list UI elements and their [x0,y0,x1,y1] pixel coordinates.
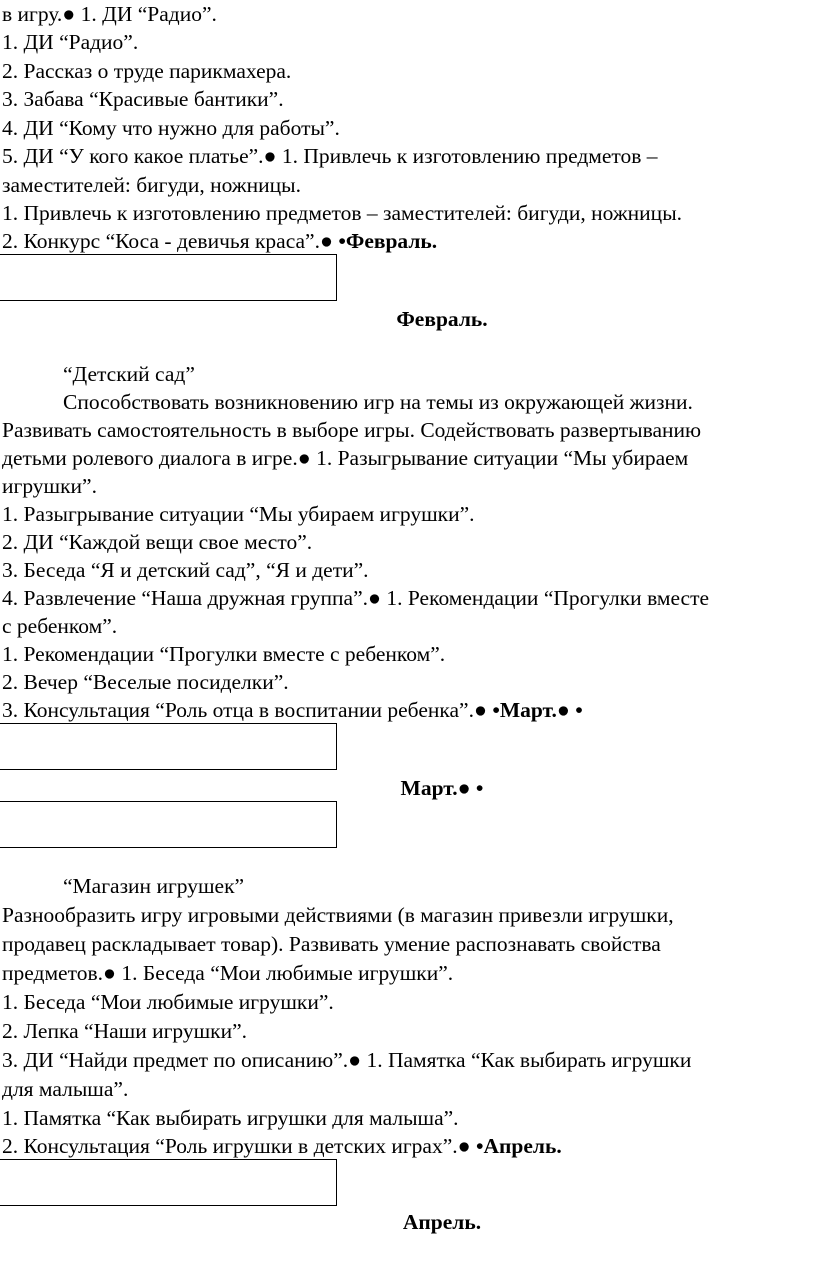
month-inline-march: •Март.● • [492,698,583,722]
text-line: Разнообразить игру игровыми действиями (в магазин привезли игрушки, [2,903,674,927]
text-line: 2. Вечер “Веселые посиделки”. [2,670,289,694]
text-line: 1. Беседа “Мои любимые игрушки”. [2,990,334,1014]
month-inline-april: •Апрель. [475,1134,562,1158]
text-line: заместителей: бигуди, ножницы. [2,173,301,197]
text-line: для малыша”. [2,1077,129,1101]
empty-box [0,801,337,848]
text-span: 2. Конкурс “Коса - девичья краса”.● [2,229,339,253]
text-line: 2. Лепка “Наши игрушки”. [2,1019,248,1043]
text-line [2,696,583,725]
empty-box [0,254,337,301]
text-line: 4. ДИ “Кому что нужно для работы”. [2,116,340,140]
text-line: 4. Развлечение “Наша дружная группа”.● 1. Рекомендации “Прогулки вместе [2,586,710,610]
text-line: игрушки”. [2,474,97,498]
text-line: в игру.● 1. ДИ “Радио”. [2,2,217,26]
text-line: продавец раскладывает товар). Развивать умение распознавать свойства [2,932,661,956]
text-line: 2. Рассказ о труде парикмахера. [2,59,292,83]
month-inline-february: •Февраль. [338,229,438,253]
text-line: 3. ДИ “Найди предмет по описанию”.● 1. Памятка “Как выбирать игрушки [2,1048,692,1072]
text-span: 3. Консультация “Роль отца в воспитании ребенка”.● [2,698,493,722]
text-line: 2. ДИ “Каждой вещи свое место”. [2,530,313,554]
text-line: 1. Привлечь к изготовлению предметов – заместителей: бигуди, ножницы. [2,201,683,225]
text-line: Развивать самостоятельность в выборе игры. Содействовать развертыванию [2,418,702,442]
game-title: “Магазин игрушек” [63,874,245,898]
text-line: Способствовать возникновению игр на темы из окружающей жизни. [63,390,693,414]
empty-box [0,1159,337,1206]
text-line: 1. Разыгрывание ситуации “Мы убираем игрушки”. [2,502,475,526]
text-line [2,227,437,256]
text-line: 1. ДИ “Радио”. [2,30,139,54]
text-line: 3. Беседа “Я и детский сад”, “Я и дети”. [2,558,369,582]
month-heading-february: Февраль. [396,307,488,331]
month-heading-april: Апрель. [402,1210,482,1234]
text-line: детьми ролевого диалога в игре.● 1. Разыгрывание ситуации “Мы убираем [2,446,689,470]
text-line: 3. Забава “Красивые бантики”. [2,87,284,111]
text-line: предметов.● 1. Беседа “Мои любимые игрушки”. [2,961,454,985]
text-span: 2. Консультация “Роль игрушки в детских играх”.● [2,1134,476,1158]
text-line: 1. Памятка “Как выбирать игрушки для малыша”. [2,1106,459,1130]
empty-box [0,723,337,770]
game-title: “Детский сад” [63,362,195,386]
text-line: с ребенком”. [2,614,118,638]
text-line: 1. Рекомендации “Прогулки вместе с ребенком”. [2,642,446,666]
text-line: 5. ДИ “У кого какое платье”.● 1. Привлечь к изготовлению предметов – [2,144,658,168]
month-heading-march: Март.● • [400,776,484,800]
text-line [2,1132,562,1161]
